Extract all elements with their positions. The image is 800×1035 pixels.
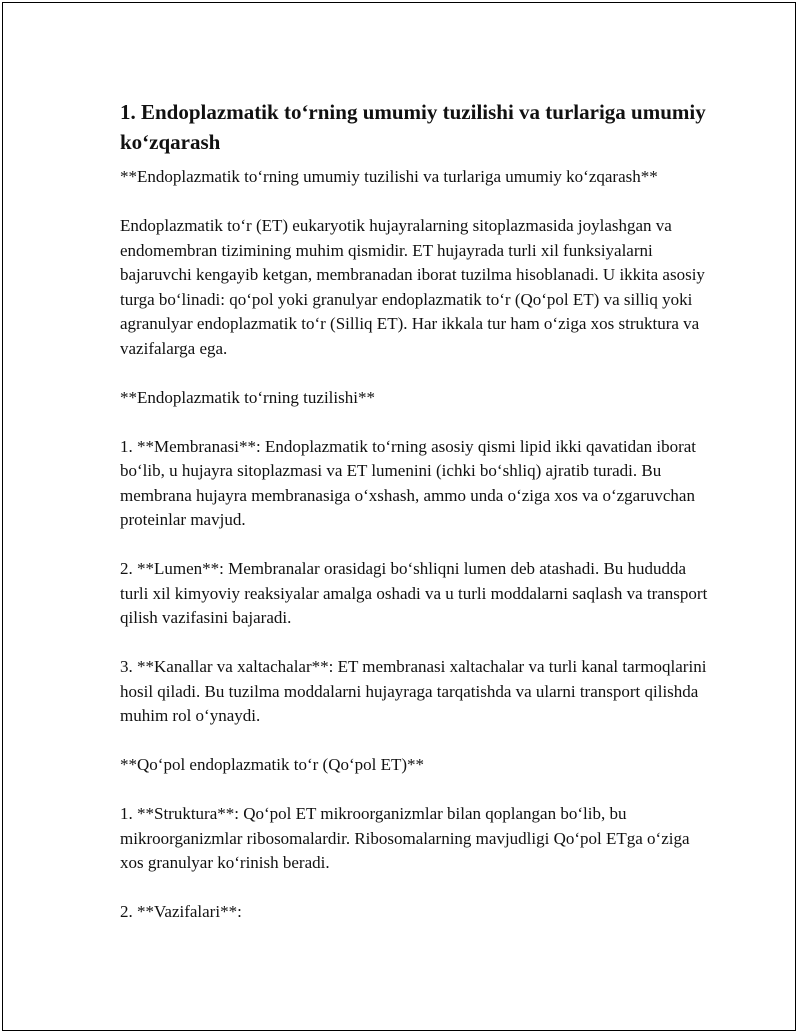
paragraph-membrane: 1. **Membranasi**: Endoplazmatik to‘rning asosiy qismi lipid ikki qavatidan iborat bo‘lib, u hujayra sitoplazmasi va ET lumenini (ichki bo‘shliq) ajratib turadi. Bu membrana hujayra membranasiga o‘xshash, ammo unda o‘ziga xos va o‘zgaruvchan proteinlar mavjud.	[120, 436, 697, 529]
paragraph-intro: Endoplazmatik to‘r (ET) eukaryotik hujayralarning sitoplazmasida joylashgan va endomembran tizimining muhim qismidir. ET hujayrada turli xil funksiyalarni bajaruvchi kengayib ketgan, membranadan iborat tuzilma hisoblanadi. U ikkita asosiy turga bo‘linadi: qo‘pol yoki granulyar endoplazmatik to‘r (Qo‘pol ET) va silliq yoki agranulyar endoplazmatik to‘r (Silliq ET). Har ikkala tur ham o‘ziga xos struktura va vazifalarga ega.	[120, 216, 705, 358]
document-body	[120, 97, 710, 949]
document-heading: 1. Endoplazmatik to‘rning umumiy tuzilishi va turlariga umumiy ko‘zqarash	[120, 100, 706, 154]
paragraph-rough-er-title: **Qo‘pol endoplazmatik to‘r (Qo‘pol ET)**	[120, 755, 425, 774]
paragraph-lumen: 2. **Lumen**: Membranalar orasidagi bo‘shliqni lumen deb atashadi. Bu hududda turli xil kimyoviy reaksiyalar amalga oshadi va u turli moddalarni saqlash va transport qilish vazifasini bajaradi.	[120, 559, 708, 627]
document-page	[2, 2, 796, 1031]
paragraph-channels: 3. **Kanallar va xaltachalar**: ET membranasi xaltachalar va turli kanal tarmoqlarini hosil qiladi. Bu tuzilma moddalarni hujayraga tarqatishda va ularni transport qilishda muhim rol o‘ynaydi.	[120, 657, 707, 725]
paragraph-intro-title: **Endoplazmatik to‘rning umumiy tuzilishi va turlariga umumiy ko‘zqarash**	[120, 167, 658, 186]
paragraph-rough-er-functions: 2. **Vazifalari**:	[120, 902, 242, 921]
paragraph-rough-er-structure: 1. **Struktura**: Qo‘pol ET mikroorganizmlar bilan qoplangan bo‘lib, bu mikroorganizmlar ribosomalardir. Ribosomalarning mavjudligi Qo‘pol ETga o‘ziga xos granulyar ko‘rinish beradi.	[120, 804, 690, 872]
paragraph-structure-title: **Endoplazmatik to‘rning tuzilishi**	[120, 387, 375, 407]
